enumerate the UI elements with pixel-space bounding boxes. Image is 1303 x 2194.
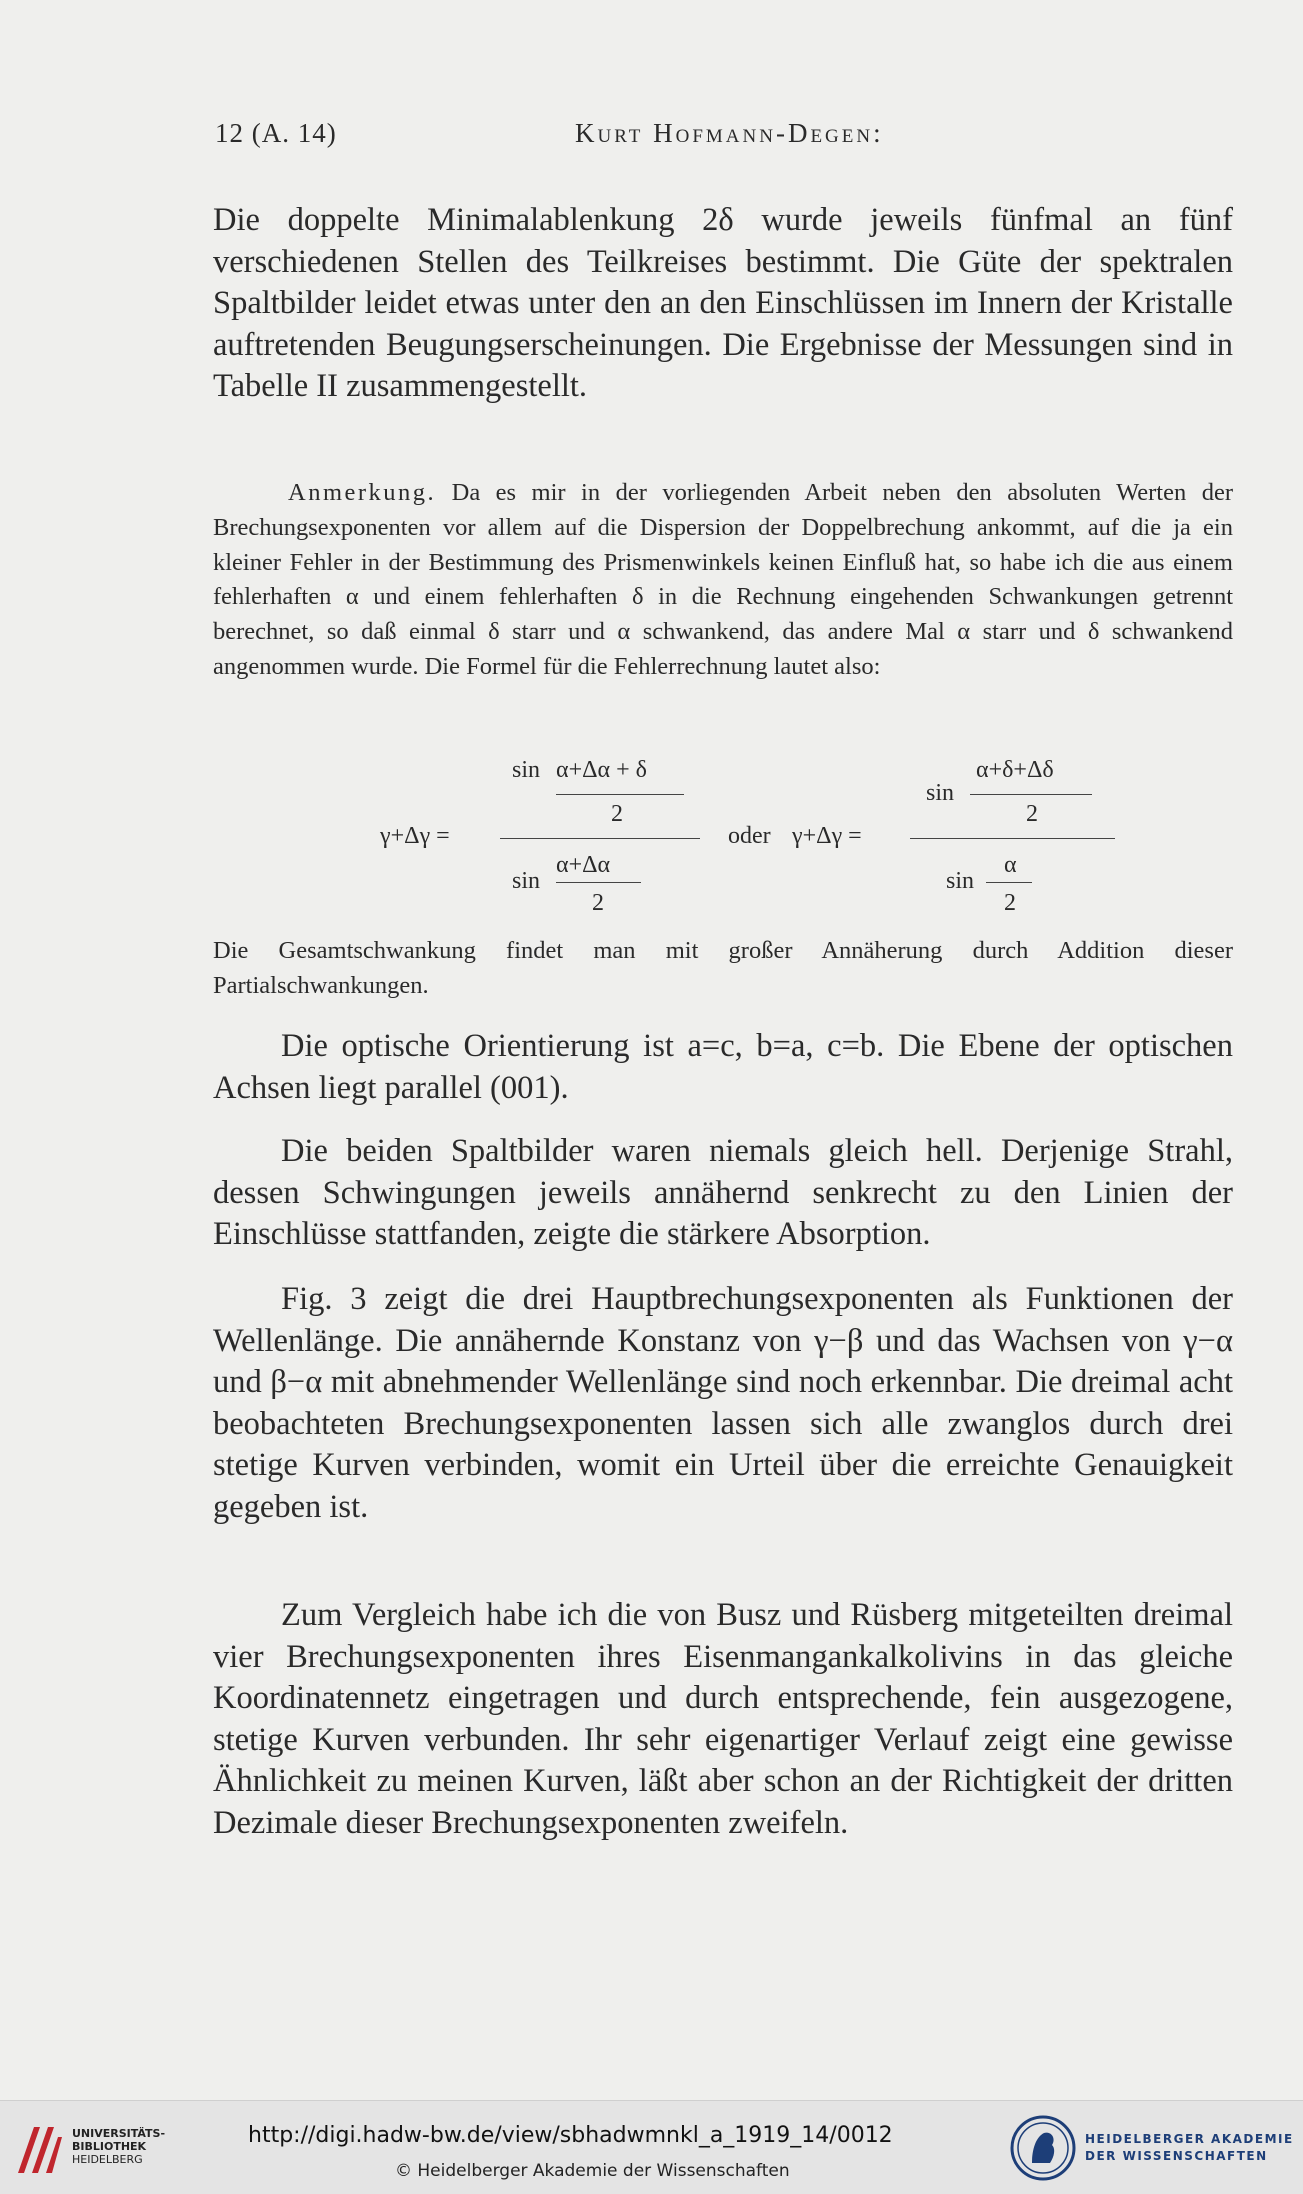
formula-left-den-bar	[556, 882, 641, 883]
note-text: Da es mir in der vorliegenden Arbeit neben den absoluten Werten der Brechungsexponenten vor allem auf die Dispersion der Doppelbrechung ankommt, auf die ja ein kleiner Fehler in der Bestimmung des Prismenwinkels keinen Einfluß hat, so habe ich die aus einem fehlerhaften α und einem fehlerhaften δ in die Rechnung eingehenden Schwankungen getrennt berechnet, so daß einmal δ starr und α schwankend, das andere Mal α starr und δ schwankend angenommen wurde. Die Formel für die Fehlerrechnung lautet also:	[213, 479, 1233, 680]
formula-right-num-sin: sin	[926, 780, 955, 806]
library-line-2: BIBLIOTHEK	[72, 2140, 147, 2153]
formula-lhs: γ+Δγ =	[380, 823, 450, 849]
formula-right-den-bar	[986, 882, 1032, 883]
paragraph-4: Fig. 3 zeigt die drei Hauptbrechungsexponenten als Funktionen der Wellenlänge. Die annähernde Konstanz von γ−β und das Wachsen von γ−α und β−α mit abnehmender Wellenlänge sind noch erkennbar. Die dreimal acht beobachteten Brechungsexponenten lassen sich alle zwanglos durch drei stetige Kurven verbinden, womit ein Urteil über die erreichte Genauigkeit gegeben ist.	[213, 1281, 1233, 1525]
formula-rhs-lhs: γ+Δγ =	[792, 823, 862, 849]
viewer-footer	[0, 2100, 1303, 2194]
formula-right-num-den: 2	[1026, 801, 1038, 827]
formula-right-den-sin: sin	[946, 868, 975, 894]
formula-right-den-arg: α	[1004, 852, 1017, 878]
formula-left-num-sin: sin	[512, 757, 541, 783]
formula-right-main-bar	[910, 838, 1115, 839]
academy-seal-icon	[1010, 2113, 1076, 2183]
formula-left-main-bar	[500, 838, 700, 839]
footnote-annotation	[213, 476, 1233, 685]
academy-line-1: HEIDELBERGER AKADEMIE	[1085, 2132, 1294, 2146]
formula-left-den-arg: α+Δα	[556, 852, 611, 878]
formula-right-num-bar	[970, 794, 1092, 795]
academy-line-2: DER WISSENSCHAFTEN	[1085, 2149, 1268, 2163]
paragraph-3: Die beiden Spaltbilder waren niemals gleich hell. Derjenige Strahl, dessen Schwingungen jeweils annähernd senkrecht zu den Linien der Einschlüsse stattfanden, zeigte die stärkere Absorption.	[213, 1133, 1233, 1252]
note-lead: Anmerkung.	[288, 479, 437, 506]
page-number: 12 (A. 14)	[215, 118, 337, 148]
paragraph-1: Die doppelte Minimalablenkung 2δ wurde jeweils fünfmal an fünf verschiedenen Stellen des Teilkreises bestimmt. Die Güte der spektralen Spaltbilder leidet etwas unter den an den Einschlüssen im Innern der Kristalle auftretenden Beugungserscheinungen. Die Ergebnisse der Messungen sind in Tabelle II zusammengestellt.	[213, 202, 1233, 404]
library-line-3: HEIDELBERG	[72, 2153, 143, 2166]
note-conclusion: Die Gesamtschwankung findet man mit großer Annäherung durch Addition dieser Partialschwankungen.	[213, 937, 1233, 999]
library-line-1: UNIVERSITÄTS-	[72, 2127, 166, 2140]
university-library-logo-icon	[14, 2123, 64, 2177]
paragraph-2: Die optische Orientierung ist a=c, b=a, c=b. Die Ebene der optischen Achsen liegt parallel (001).	[213, 1028, 1233, 1106]
formula-right-den-den: 2	[1004, 890, 1016, 916]
formula-left-den-sin: sin	[512, 868, 541, 894]
formula-left-num-arg: α+Δα + δ	[556, 757, 647, 783]
running-header	[215, 118, 1235, 158]
paragraph-5: Zum Vergleich habe ich die von Busz und Rüsberg mitgeteilten dreimal vier Brechungsexponenten ihres Eisenmangankalkolivins in das gleiche Koordinatennetz eingetragen und durch entsprechende, fein ausgezogene, stetige Kurven verbunden. Ihr sehr eigenartiger Verlauf zeigt eine gewisse Ähnlichkeit zu meinen Kurven, läßt aber schon an der Richtigkeit der dritten Dezimale dieser Brechungsexponenten zweifeln.	[213, 1597, 1233, 1841]
running-title: Kurt Hofmann-Degen:	[575, 118, 884, 148]
formula-oder: oder	[728, 823, 771, 849]
academy-label	[1085, 2131, 1294, 2165]
formula-left-num-bar	[556, 794, 684, 795]
copyright-notice: © Heidelberger Akademie der Wissenschaften	[395, 2161, 790, 2181]
permalink-url[interactable]: http://digi.hadw-bw.de/view/sbhadwmnkl_a_1919_14/0012	[248, 2123, 893, 2148]
formula-left-den-den: 2	[592, 890, 604, 916]
formula-left-num-den: 2	[611, 801, 623, 827]
library-label	[72, 2127, 165, 2166]
formula-right-num-arg: α+δ+Δδ	[976, 757, 1054, 783]
